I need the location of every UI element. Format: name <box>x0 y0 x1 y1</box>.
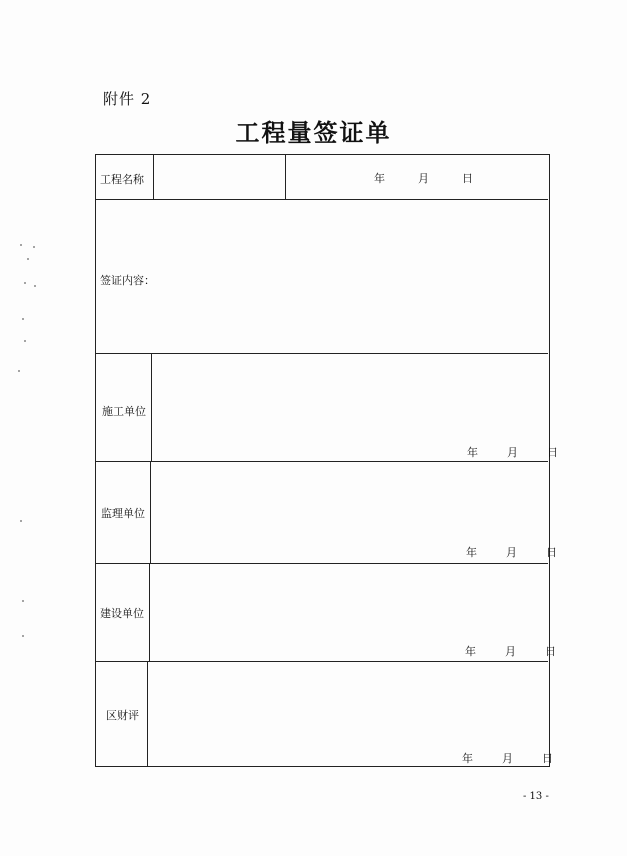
section-date-district-finance[interactable] <box>462 750 553 766</box>
row-divider <box>96 563 548 564</box>
scan-speck <box>20 520 22 522</box>
top-date[interactable] <box>374 170 473 186</box>
column-divider <box>285 155 286 199</box>
section-label-owner: 建设单位 <box>100 607 144 620</box>
scan-speck <box>18 370 20 372</box>
scan-speck <box>27 258 29 260</box>
year-label: 年 <box>467 446 478 459</box>
scan-speck <box>22 635 24 637</box>
day-label: 日 <box>545 645 556 658</box>
scan-speck <box>24 340 26 342</box>
document-title: 工程量签证单 <box>235 118 392 147</box>
page-number: - 13 - <box>523 791 549 802</box>
scan-speck <box>22 318 24 320</box>
content-label: 签证内容： <box>100 274 155 287</box>
day-label: 日 <box>546 546 557 559</box>
month-label: 月 <box>502 752 513 765</box>
section-label-construction: 施工单位 <box>102 405 146 418</box>
row-divider <box>96 661 548 662</box>
section-label-district-finance: 区财评 <box>106 709 139 722</box>
day-label: 日 <box>462 172 473 185</box>
year-label: 年 <box>374 172 385 185</box>
month-label: 月 <box>506 546 517 559</box>
column-divider <box>147 661 148 767</box>
column-divider <box>150 461 151 563</box>
column-divider <box>149 563 150 661</box>
project-name-field[interactable] <box>155 157 283 197</box>
month-label: 月 <box>418 172 429 185</box>
section-label-supervision: 监理单位 <box>101 507 145 520</box>
row-divider <box>96 461 548 462</box>
row-divider <box>96 199 548 200</box>
scan-speck <box>33 246 35 248</box>
year-label: 年 <box>466 546 477 559</box>
visa-form-table <box>95 154 558 767</box>
scan-speck <box>20 244 22 246</box>
column-divider <box>151 353 152 461</box>
scan-speck <box>34 285 36 287</box>
section-date-supervision[interactable] <box>466 544 557 560</box>
section-date-owner[interactable] <box>465 643 556 659</box>
scan-speck <box>22 600 24 602</box>
day-label: 日 <box>542 752 553 765</box>
month-label: 月 <box>507 446 518 459</box>
project-name-label: 工程名称 <box>100 173 144 186</box>
row-divider <box>96 353 548 354</box>
section-date-construction[interactable] <box>467 444 558 460</box>
attachment-label: 附件 2 <box>103 90 152 108</box>
day-label: 日 <box>547 446 558 459</box>
content-field[interactable] <box>166 205 541 345</box>
year-label: 年 <box>462 752 473 765</box>
scan-speck <box>24 282 26 284</box>
year-label: 年 <box>465 645 476 658</box>
month-label: 月 <box>505 645 516 658</box>
column-divider <box>153 155 154 199</box>
